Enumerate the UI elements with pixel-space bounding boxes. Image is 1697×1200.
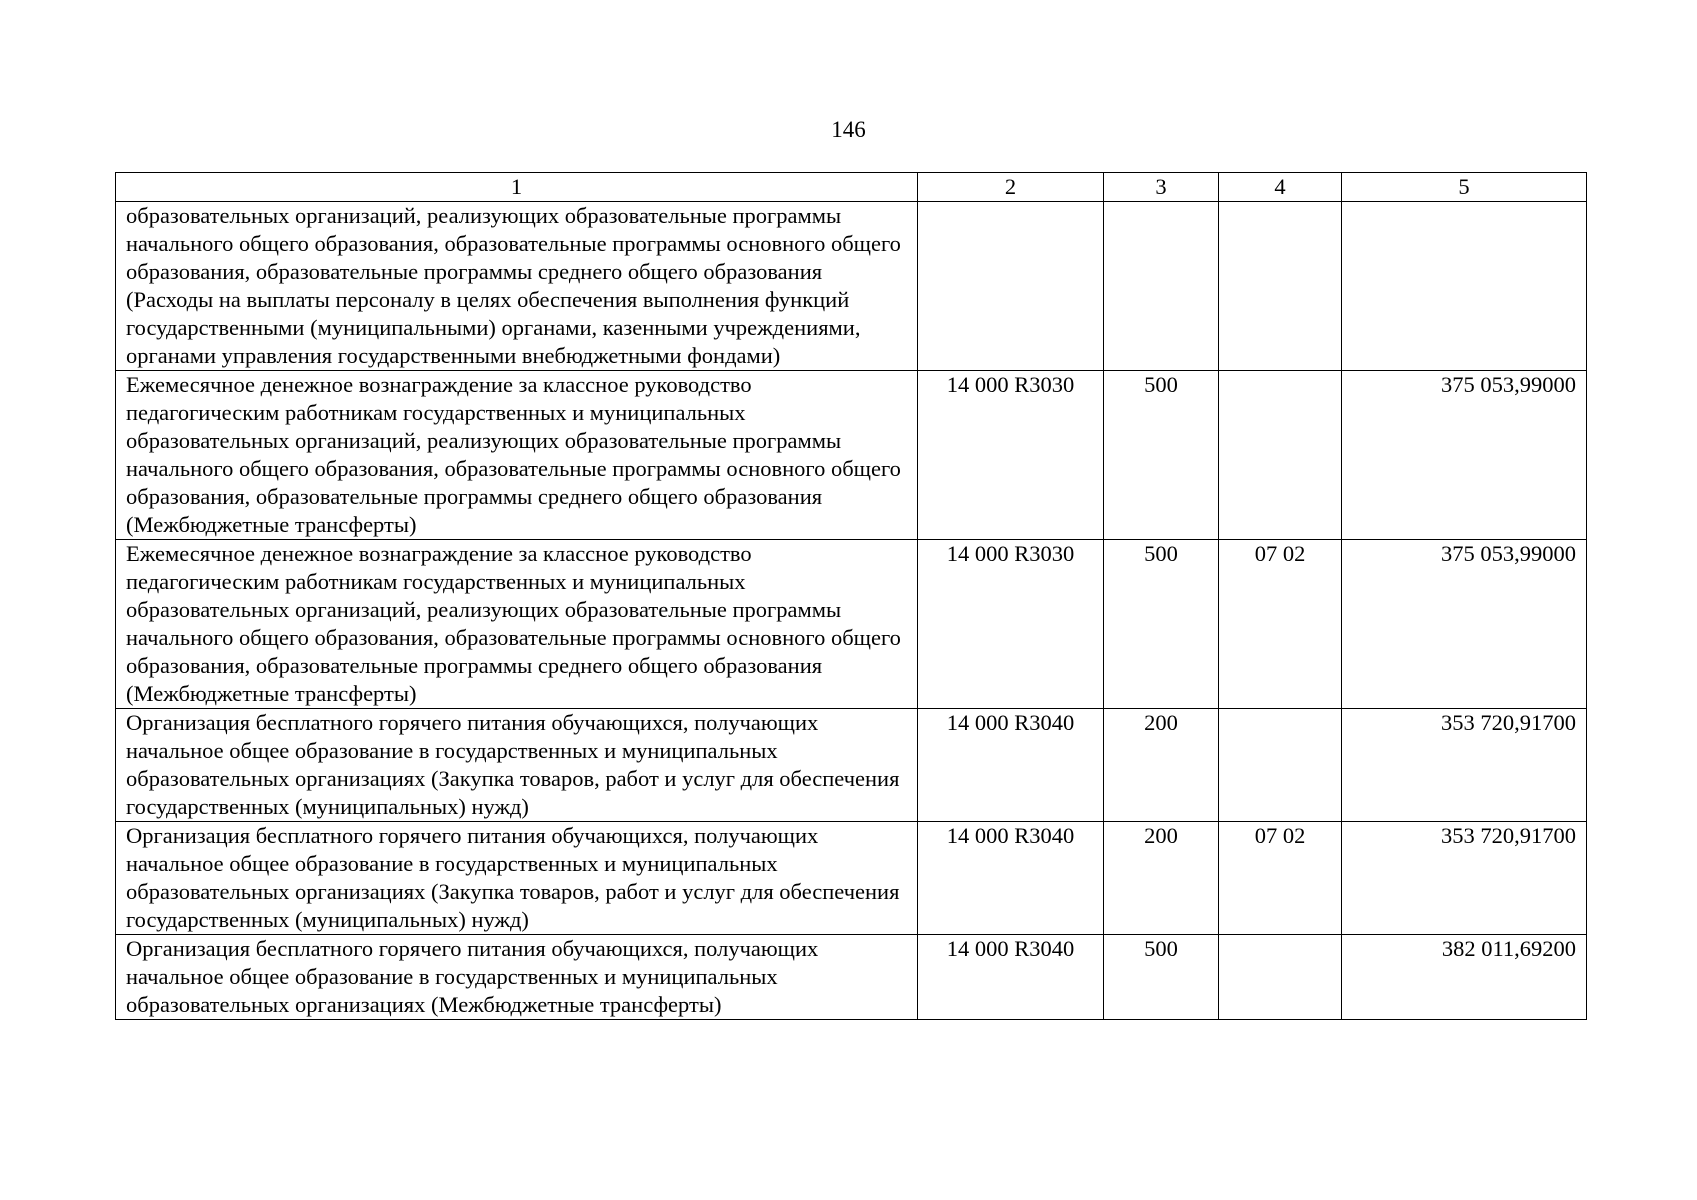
table-header-row — [116, 173, 1587, 202]
cell-code: 14 000 R3040 — [918, 709, 1104, 822]
cell-section — [1219, 709, 1342, 822]
cell-type: 500 — [1104, 935, 1219, 1020]
cell-name: Организация бесплатного горячего питания обучающихся, получающих начальное общее образование в государственных и муниципальных образовательных организациях (Закупка товаров, работ и услуг для обеспечения государственных (муниципальных) нужд) — [116, 822, 918, 935]
cell-name: Организация бесплатного горячего питания обучающихся, получающих начальное общее образование в государственных и муниципальных образовательных организациях (Межбюджетные трансферты) — [116, 935, 918, 1020]
cell-section: 07 02 — [1219, 822, 1342, 935]
cell-amount: 353 720,91700 — [1342, 822, 1587, 935]
cell-amount: 375 053,99000 — [1342, 371, 1587, 540]
column-header-4: 4 — [1219, 173, 1342, 202]
cell-section — [1219, 371, 1342, 540]
column-header-2: 2 — [918, 173, 1104, 202]
cell-name: Ежемесячное денежное вознаграждение за классное руководство педагогическим работникам государственных и муниципальных образовательных организаций, реализующих образовательные программы начального общего образования, образовательные программы основного общего образования, образовательные программы среднего общего образования (Межбюджетные трансферты) — [116, 371, 918, 540]
table-row — [116, 540, 1587, 709]
cell-type: 200 — [1104, 709, 1219, 822]
table-row — [116, 202, 1587, 371]
cell-amount: 353 720,91700 — [1342, 709, 1587, 822]
cell-code: 14 000 R3040 — [918, 822, 1104, 935]
cell-section — [1219, 935, 1342, 1020]
cell-section — [1219, 202, 1342, 371]
table-row — [116, 935, 1587, 1020]
cell-type: 500 — [1104, 540, 1219, 709]
cell-section: 07 02 — [1219, 540, 1342, 709]
table-row — [116, 371, 1587, 540]
column-header-3: 3 — [1104, 173, 1219, 202]
column-header-1: 1 — [116, 173, 918, 202]
cell-type — [1104, 202, 1219, 371]
page-number: 146 — [831, 117, 866, 142]
cell-code: 14 000 R3030 — [918, 540, 1104, 709]
column-header-5: 5 — [1342, 173, 1587, 202]
cell-code — [918, 202, 1104, 371]
cell-name: Организация бесплатного горячего питания обучающихся, получающих начальное общее образование в государственных и муниципальных образовательных организациях (Закупка товаров, работ и услуг для обеспечения государственных (муниципальных) нужд) — [116, 709, 918, 822]
cell-type: 200 — [1104, 822, 1219, 935]
cell-amount — [1342, 202, 1587, 371]
cell-amount: 375 053,99000 — [1342, 540, 1587, 709]
cell-name: образовательных организаций, реализующих образовательные программы начального общего образования, образовательные программы основного общего образования, образовательные программы среднего общего образования (Расходы на выплаты персоналу в целях обеспечения выполнения функций государственными (муниципальными) органами, казенными учреждениями, органами управления государственными внебюджетными фондами) — [116, 202, 918, 371]
table-row — [116, 709, 1587, 822]
cell-name: Ежемесячное денежное вознаграждение за классное руководство педагогическим работникам государственных и муниципальных образовательных организаций, реализующих образовательные программы начального общего образования, образовательные программы основного общего образования, образовательные программы среднего общего образования (Межбюджетные трансферты) — [116, 540, 918, 709]
table-row — [116, 822, 1587, 935]
cell-amount: 382 011,69200 — [1342, 935, 1587, 1020]
budget-table — [115, 172, 1587, 1020]
cell-code: 14 000 R3030 — [918, 371, 1104, 540]
cell-code: 14 000 R3040 — [918, 935, 1104, 1020]
cell-type: 500 — [1104, 371, 1219, 540]
